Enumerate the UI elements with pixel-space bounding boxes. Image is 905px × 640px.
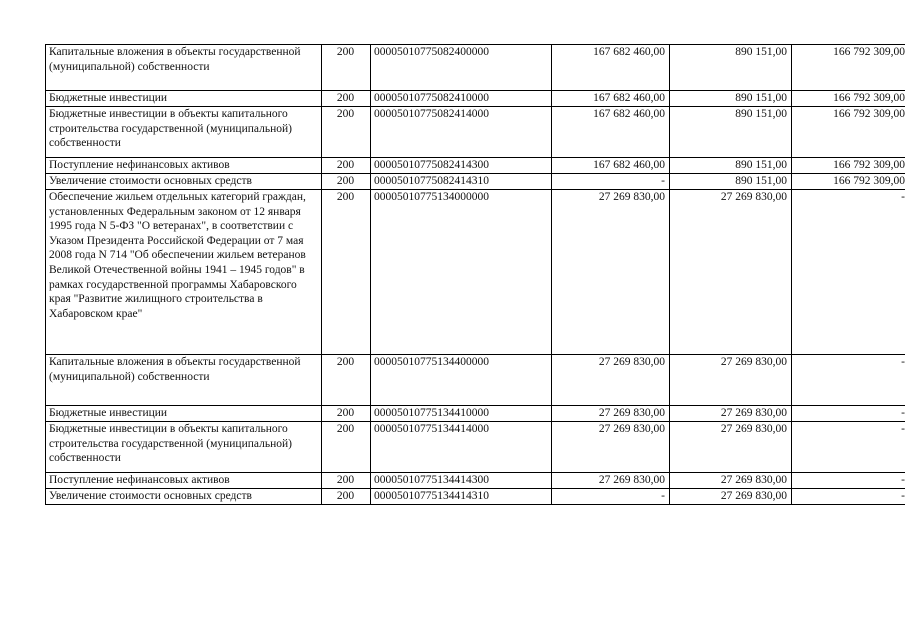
row-executed-amount-cell: 27 269 830,00 xyxy=(670,422,792,473)
row-name-cell: Капитальные вложения в объекты государственной (муниципальной) собственности xyxy=(46,355,322,406)
row-approved-amount-cell: 167 682 460,00 xyxy=(552,45,670,91)
row-line-code-cell: 200 xyxy=(322,174,371,190)
row-executed-amount-cell: 27 269 830,00 xyxy=(670,406,792,422)
row-unexecuted-amount-cell: - xyxy=(792,422,905,473)
row-executed-amount-cell: 890 151,00 xyxy=(670,91,792,107)
row-name-cell: Бюджетные инвестиции в объекты капитального строительства государственной (муниципальной) собственности xyxy=(46,107,322,158)
row-unexecuted-amount-cell: 166 792 309,00 xyxy=(792,45,905,91)
row-line-code-cell: 200 xyxy=(322,489,371,505)
budget-execution-table xyxy=(45,44,905,505)
row-budget-code-cell: 00005010775134414000 xyxy=(371,422,552,473)
row-budget-code-cell: 00005010775082414310 xyxy=(371,174,552,190)
row-budget-code-cell: 00005010775134400000 xyxy=(371,355,552,406)
row-unexecuted-amount-cell: - xyxy=(792,473,905,489)
row-line-code-cell: 200 xyxy=(322,422,371,473)
row-approved-amount-cell: 167 682 460,00 xyxy=(552,158,670,174)
row-approved-amount-cell: - xyxy=(552,174,670,190)
row-name-cell: Бюджетные инвестиции xyxy=(46,91,322,107)
row-approved-amount-cell: 27 269 830,00 xyxy=(552,190,670,355)
table-row xyxy=(46,174,905,190)
row-budget-code-cell: 00005010775082414000 xyxy=(371,107,552,158)
row-line-code-cell: 200 xyxy=(322,158,371,174)
table-row xyxy=(46,473,905,489)
row-approved-amount-cell: 27 269 830,00 xyxy=(552,406,670,422)
row-unexecuted-amount-cell: - xyxy=(792,489,905,505)
row-approved-amount-cell: 27 269 830,00 xyxy=(552,355,670,406)
row-line-code-cell: 200 xyxy=(322,45,371,91)
row-budget-code-cell: 00005010775134414300 xyxy=(371,473,552,489)
row-unexecuted-amount-cell: - xyxy=(792,406,905,422)
row-approved-amount-cell: - xyxy=(552,489,670,505)
row-approved-amount-cell: 27 269 830,00 xyxy=(552,473,670,489)
table-row xyxy=(46,422,905,473)
row-unexecuted-amount-cell: 166 792 309,00 xyxy=(792,158,905,174)
row-name-cell: Увеличение стоимости основных средств xyxy=(46,489,322,505)
row-executed-amount-cell: 27 269 830,00 xyxy=(670,190,792,355)
row-budget-code-cell: 00005010775082400000 xyxy=(371,45,552,91)
table-row xyxy=(46,91,905,107)
row-unexecuted-amount-cell: 166 792 309,00 xyxy=(792,174,905,190)
table-row xyxy=(46,190,905,355)
row-budget-code-cell: 00005010775134410000 xyxy=(371,406,552,422)
row-name-cell: Увеличение стоимости основных средств xyxy=(46,174,322,190)
row-line-code-cell: 200 xyxy=(322,190,371,355)
row-executed-amount-cell: 890 151,00 xyxy=(670,174,792,190)
row-budget-code-cell: 00005010775082410000 xyxy=(371,91,552,107)
row-line-code-cell: 200 xyxy=(322,473,371,489)
row-executed-amount-cell: 27 269 830,00 xyxy=(670,489,792,505)
row-name-cell: Обеспечение жильем отдельных категорий граждан, установленных Федеральным законом от 12 января 1995 года N 5-ФЗ "О ветеранах", в соответствии с Указом Президента Российской Федерации от 7 мая 2008 года N 714 "Об обеспечении жильем ветеранов Великой Отечественной войны 1941 – 1945 годов" в рамках государственной программы Хабаровского края "Развитие жилищного строительства в Хабаровском крае" xyxy=(46,190,322,355)
row-executed-amount-cell: 890 151,00 xyxy=(670,158,792,174)
row-executed-amount-cell: 890 151,00 xyxy=(670,107,792,158)
table-row xyxy=(46,489,905,505)
row-approved-amount-cell: 167 682 460,00 xyxy=(552,91,670,107)
row-line-code-cell: 200 xyxy=(322,355,371,406)
row-executed-amount-cell: 27 269 830,00 xyxy=(670,355,792,406)
row-executed-amount-cell: 27 269 830,00 xyxy=(670,473,792,489)
row-budget-code-cell: 00005010775082414300 xyxy=(371,158,552,174)
row-unexecuted-amount-cell: - xyxy=(792,355,905,406)
row-line-code-cell: 200 xyxy=(322,406,371,422)
row-unexecuted-amount-cell: - xyxy=(792,190,905,355)
table-row xyxy=(46,406,905,422)
row-name-cell: Бюджетные инвестиции xyxy=(46,406,322,422)
row-name-cell: Бюджетные инвестиции в объекты капитального строительства государственной (муниципальной) собственности xyxy=(46,422,322,473)
row-name-cell: Поступление нефинансовых активов xyxy=(46,473,322,489)
row-budget-code-cell: 00005010775134414310 xyxy=(371,489,552,505)
row-approved-amount-cell: 27 269 830,00 xyxy=(552,422,670,473)
row-budget-code-cell: 00005010775134000000 xyxy=(371,190,552,355)
row-line-code-cell: 200 xyxy=(322,91,371,107)
row-approved-amount-cell: 167 682 460,00 xyxy=(552,107,670,158)
row-line-code-cell: 200 xyxy=(322,107,371,158)
row-unexecuted-amount-cell: 166 792 309,00 xyxy=(792,107,905,158)
table-row xyxy=(46,158,905,174)
row-name-cell: Капитальные вложения в объекты государственной (муниципальной) собственности xyxy=(46,45,322,91)
table-row xyxy=(46,45,905,91)
row-unexecuted-amount-cell: 166 792 309,00 xyxy=(792,91,905,107)
table-row xyxy=(46,107,905,158)
table-row xyxy=(46,355,905,406)
row-name-cell: Поступление нефинансовых активов xyxy=(46,158,322,174)
row-executed-amount-cell: 890 151,00 xyxy=(670,45,792,91)
